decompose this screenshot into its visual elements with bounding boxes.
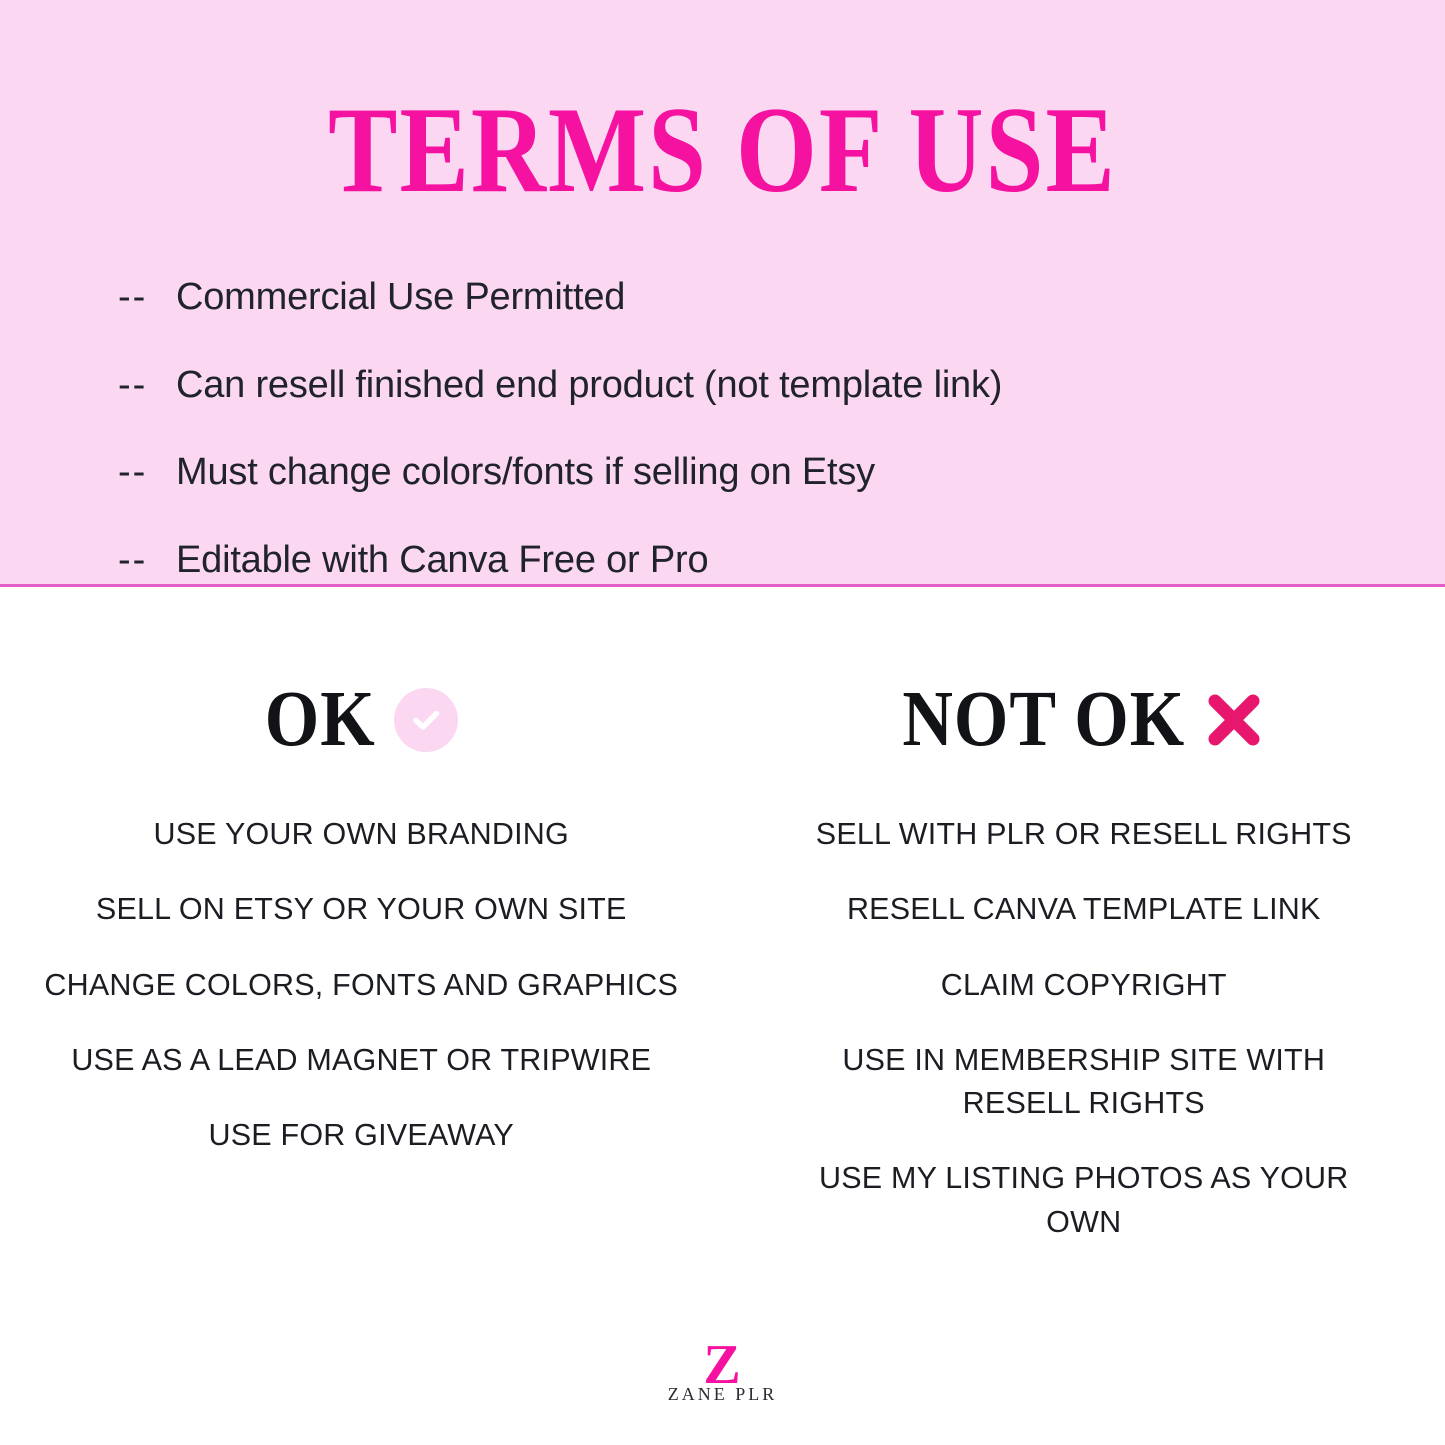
list-item: USE IN MEMBERSHIP SITE WITH RESELL RIGHTS bbox=[842, 1042, 1326, 1121]
terms-bullet-list bbox=[0, 276, 1445, 583]
bullet-dash: -- bbox=[118, 363, 148, 406]
check-circle-icon bbox=[394, 688, 458, 752]
logo-letter: Z bbox=[703, 1333, 742, 1396]
brand-logo bbox=[0, 1333, 1445, 1405]
list-item: USE FOR GIVEAWAY bbox=[208, 1118, 514, 1153]
list-item bbox=[118, 364, 1445, 408]
list-item: CHANGE COLORS, FONTS AND GRAPHICS bbox=[44, 967, 679, 1002]
bullet-text: Editable with Canva Free or Pro bbox=[176, 539, 709, 582]
list-item: CLAIM COPYRIGHT bbox=[940, 967, 1227, 1002]
not-ok-column bbox=[723, 587, 1445, 1445]
list-item: SELL ON ETSY OR YOUR OWN SITE bbox=[95, 892, 627, 927]
list-item: RESELL CANVA TEMPLATE LINK bbox=[846, 892, 1321, 927]
bullet-text: Can resell finished end product (not template link) bbox=[176, 363, 1003, 406]
bullet-dash: -- bbox=[118, 276, 148, 318]
ok-heading: OK bbox=[264, 675, 376, 764]
permissions-panel bbox=[0, 587, 1445, 1445]
not-ok-column-header bbox=[723, 675, 1445, 765]
x-mark-icon bbox=[1203, 689, 1265, 751]
page-title: TERMS OF USE bbox=[328, 82, 1117, 219]
ok-column-header bbox=[0, 675, 723, 765]
bullet-dash: -- bbox=[118, 451, 148, 494]
list-item: USE MY LISTING PHOTOS AS YOUR OWN bbox=[818, 1161, 1349, 1239]
list-item: USE YOUR OWN BRANDING bbox=[153, 817, 569, 851]
ok-column bbox=[0, 587, 723, 1445]
bullet-dash: -- bbox=[118, 539, 148, 582]
list-item bbox=[118, 451, 1445, 495]
list-item: USE AS A LEAD MAGNET OR TRIPWIRE bbox=[71, 1042, 652, 1077]
logo-name: ZANE PLR bbox=[667, 1384, 778, 1404]
list-item: SELL WITH PLR OR RESELL RIGHTS bbox=[815, 817, 1352, 851]
not-ok-heading: NOT OK bbox=[902, 675, 1186, 764]
list-item bbox=[118, 539, 1445, 583]
bullet-text: Commercial Use Permitted bbox=[176, 276, 626, 318]
list-item bbox=[118, 276, 1445, 320]
terms-header-panel bbox=[0, 0, 1445, 587]
bullet-text: Must change colors/fonts if selling on Etsy bbox=[176, 451, 875, 494]
